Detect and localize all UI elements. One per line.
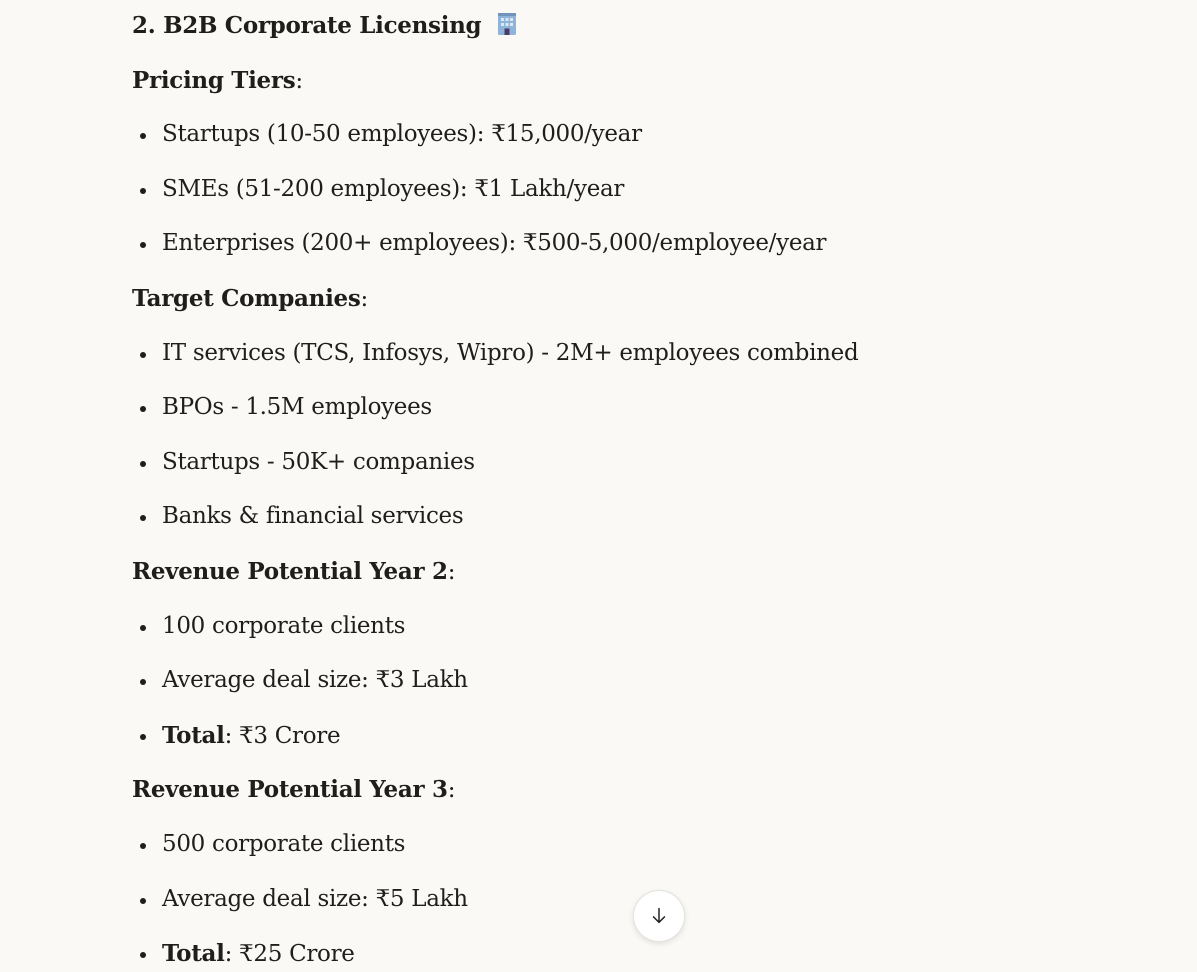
section-heading [132,12,519,39]
list-item: Enterprises (200+ employees): ₹500-5,000/employee/year [162,230,827,256]
list-item: 500 corporate clients [162,831,406,857]
list-item: Average deal size: ₹3 Lakh [162,667,468,693]
list-item: Average deal size: ₹5 Lakh [162,886,468,912]
list-item: IT services (TCS, Infosys, Wipro) - 2M+ employees combined [162,340,859,366]
arrow-down-icon [648,905,670,927]
revenue-year2-label: Revenue Potential Year 2: [132,558,456,585]
list-item: Startups - 50K+ companies [162,449,475,475]
scroll-to-bottom-button[interactable] [633,890,685,942]
list-item: 100 corporate clients [162,613,406,639]
list-item: Banks & financial services [162,503,464,529]
list-item: SMEs (51-200 employees): ₹1 Lakh/year [162,176,625,202]
revenue-year3-label: Revenue Potential Year 3: [132,776,456,803]
target-companies-label: Target Companies: [132,285,368,312]
office-building-icon [495,12,519,36]
list-item-total: Total: ₹25 Crore [162,940,355,967]
section-heading-text: 2. B2B Corporate Licensing [132,12,482,39]
list-item: BPOs - 1.5M employees [162,394,432,420]
list-item: Startups (10-50 employees): ₹15,000/year [162,121,642,147]
pricing-tiers-label: Pricing Tiers: [132,67,303,94]
list-item-total: Total: ₹3 Crore [162,722,341,749]
